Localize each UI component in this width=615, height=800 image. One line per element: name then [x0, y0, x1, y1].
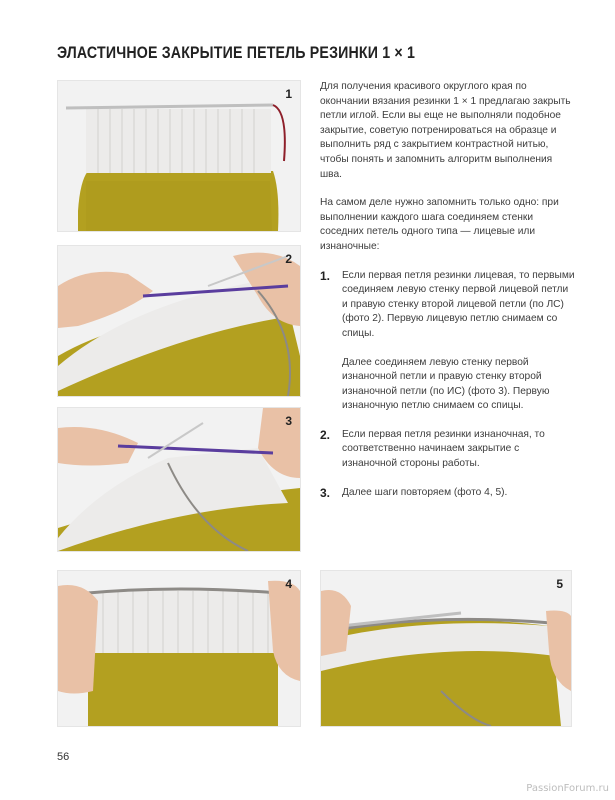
photo-3-image: [58, 408, 300, 551]
photo-number: 1: [285, 87, 292, 101]
step-number: 3.: [320, 485, 331, 500]
page-number: 56: [57, 751, 70, 763]
step-1: [320, 269, 575, 414]
photo-4: [57, 570, 301, 727]
photo-5: [320, 570, 572, 727]
photo-2: [57, 245, 301, 397]
step-paragraph: Если первая петля резинки изнаночная, то соответственно начинаем закрытие с изнаночной стороны работы.: [342, 428, 545, 470]
key-idea-paragraph: На самом деле нужно запомнить только одно: при выполнении каждого шага соединяем стенки соседних петель одного типа — лицевые или изнаночные:: [320, 197, 559, 252]
photo-1: [57, 80, 301, 232]
photo-1-image: [58, 81, 300, 231]
step-3: [320, 486, 575, 501]
step-number: 2.: [320, 427, 331, 442]
intro-paragraph: Для получения красивого округлого края по окончании вязания резинки 1 × 1 предлагаю закрыть петли иглой. Если вы еще не выполняли подобное закрытие, советую потренироваться на образце и выполнить ряд с закрытием контрастной нитью, чтобы понять и запомнить алгоритм выполнения шва.: [320, 81, 571, 180]
photo-2-image: [58, 246, 300, 396]
photo-number: 5: [556, 577, 563, 591]
instructions-column: [320, 80, 575, 514]
photo-4-image: [58, 571, 300, 726]
step-paragraph: Далее шаги повторяем (фото 4, 5).: [342, 486, 508, 498]
photo-number: 2: [285, 252, 292, 266]
page-title: ЭЛАСТИЧНОЕ ЗАКРЫТИЕ ПЕТЕЛЬ РЕЗИНКИ 1 × 1: [57, 44, 416, 62]
step-paragraph: Далее соединяем левую стенку первой изнаночной петли и правую стенку второй изнаночной петли (по ИС) (фото 3). Первую изнаночную петлю снимаем со спицы.: [342, 356, 550, 412]
photo-number: 4: [285, 577, 292, 591]
photo-number: 3: [285, 414, 292, 428]
step-2: [320, 428, 575, 472]
photo-3: [57, 407, 301, 552]
step-number: 1.: [320, 268, 331, 283]
watermark: PassionForum.ru: [526, 783, 609, 794]
step-paragraph: Если первая петля резинки лицевая, то первыми соединяем левую стенку первой лицевой петли и правую стенку второй лицевой петли (по ЛС) (фото 2). Первую лицевую петлю снимаем со спицы.: [342, 269, 575, 339]
photo-5-image: [321, 571, 571, 726]
